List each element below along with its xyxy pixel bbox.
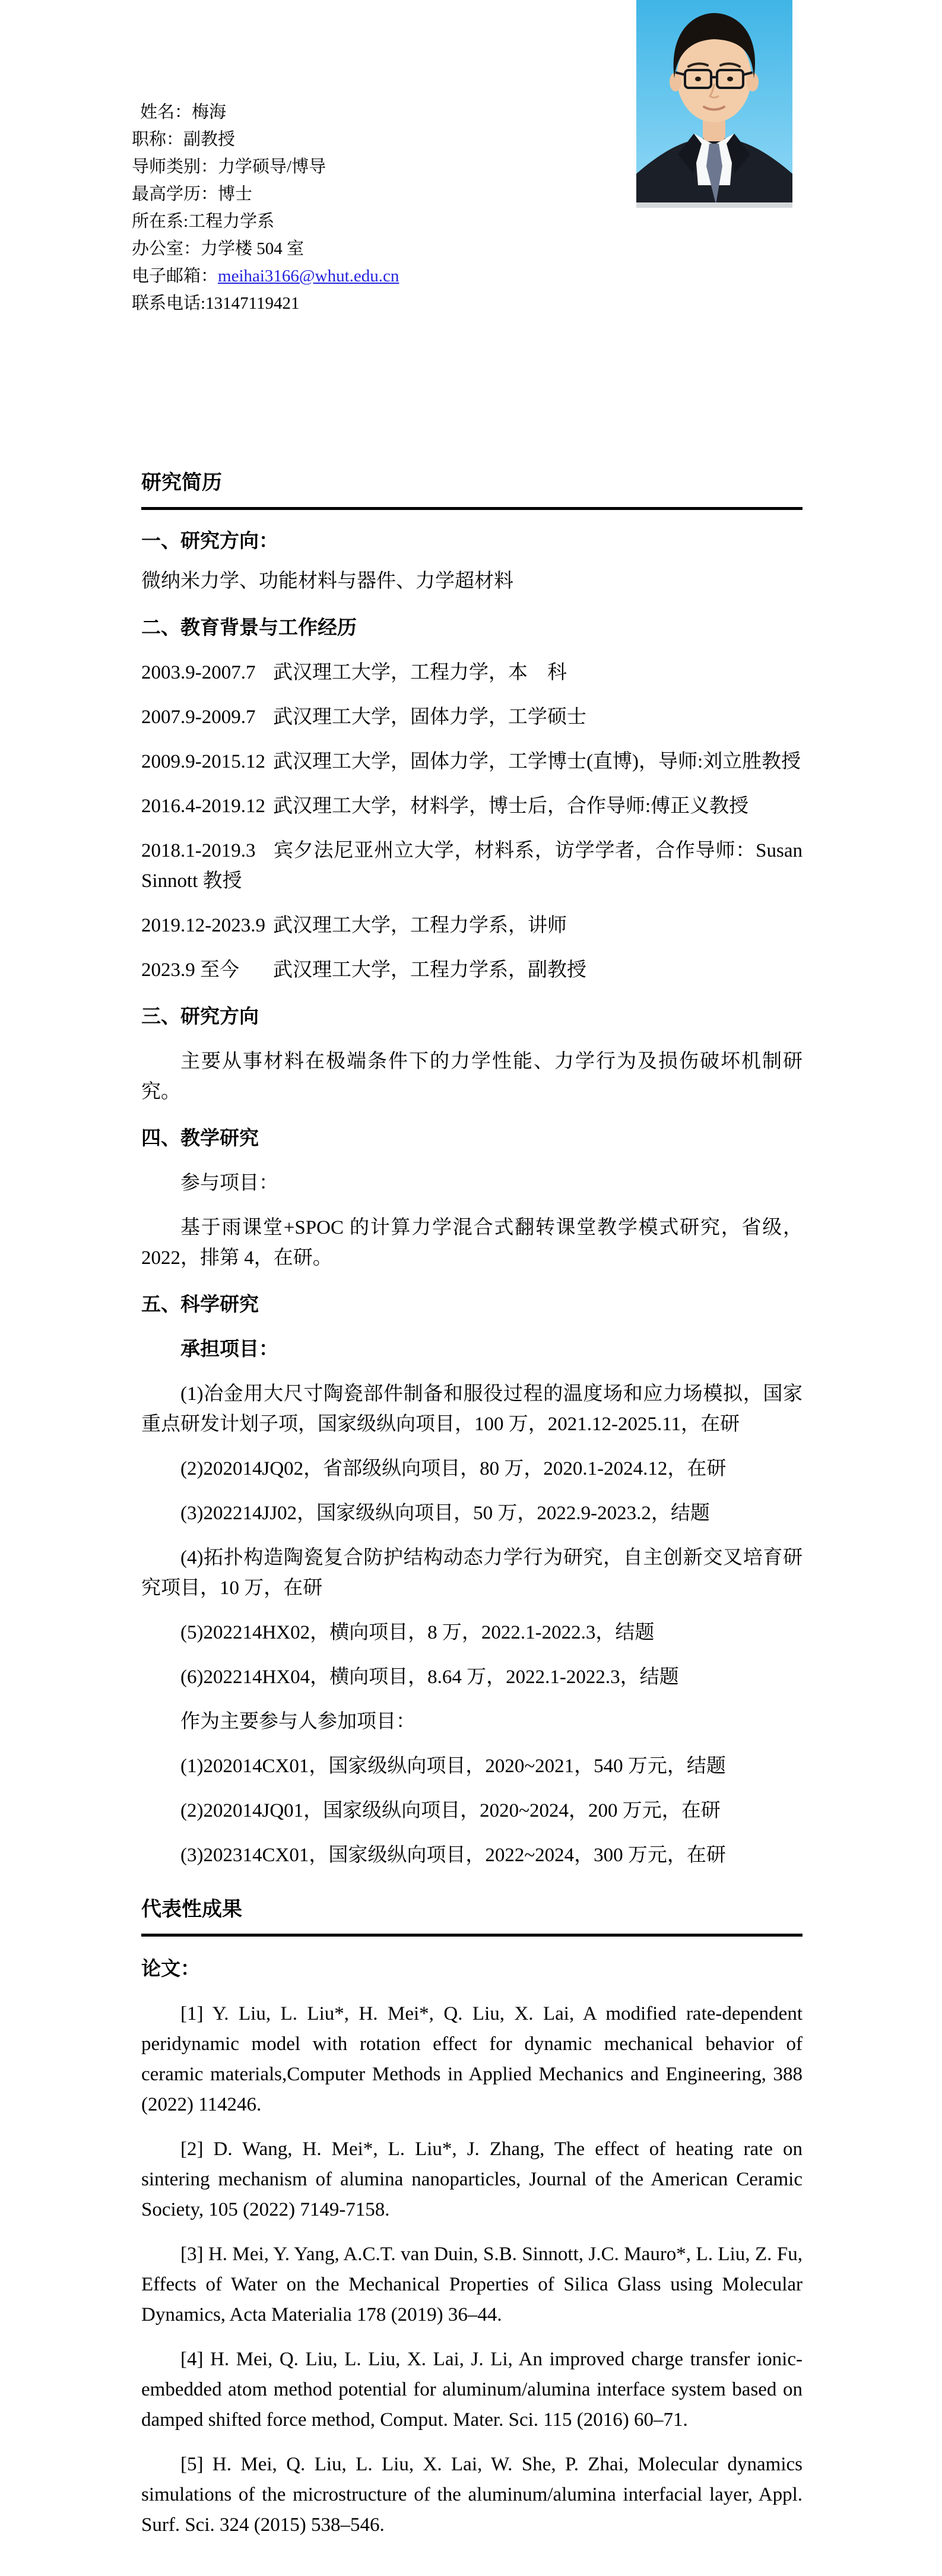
field-value: 13147119421 bbox=[205, 294, 300, 313]
paper-item: [4] H. Mei, Q. Liu, L. Liu, X. Lai, J. Li, An improved charge transfer ionic-embedded atom method potential for aluminum/alumina interface system based on damped shifted force method, Comput. Mater. Sci. 115 (2016) 60–71. bbox=[141, 2349, 803, 2431]
profile-photo bbox=[636, 0, 792, 208]
teaching-project-item: 基于雨课堂+SPOC 的计算力学混合式翻转课堂教学模式研究，省级，2022，排第 4，在研。 bbox=[141, 1217, 803, 1269]
participant-project-item: (3)202314CX01，国家级纵向项目，2022~2024，300 万元，在研 bbox=[180, 1845, 726, 1866]
field-value: 力学楼 504 室 bbox=[201, 239, 305, 258]
education-entry bbox=[141, 791, 803, 822]
entry-period: 2007.9-2009.7 bbox=[141, 706, 256, 728]
lead-project-item: (4)拓扑构造陶瓷复合防护结构动态力学行为研究，自主创新交叉培育研究项目，10 万，在研 bbox=[141, 1547, 803, 1599]
profile-header bbox=[132, 0, 803, 419]
entry-period: 2018.1-2019.3 bbox=[141, 840, 256, 861]
field-label: 职称： bbox=[132, 130, 184, 149]
paper-item: [5] H. Mei, Q. Liu, L. Liu, X. Lai, W. She, P. Zhai, Molecular dynamics simulations of the microstructure of the aluminum/alumina interfacial layer, Appl. Surf. Sci. 324 (2015) 538–546. bbox=[141, 2454, 803, 2536]
lead-projects-subheading: 承担项目： bbox=[180, 1339, 278, 1360]
entry-desc: 武汉理工大学，固体力学，工学硕士 bbox=[273, 706, 586, 728]
resume-section-title: 研究简历 bbox=[141, 472, 222, 494]
education-entry bbox=[141, 955, 803, 986]
field-label: 最高学历： bbox=[132, 185, 218, 204]
field-label: 联系电话: bbox=[132, 294, 206, 313]
participant-project-item: (1)202014CX01，国家级纵向项目，2020~2021，540 万元，结题 bbox=[180, 1756, 726, 1777]
participant-project-item: (2)202014JQ01，国家级纵向项目，2020~2024，200 万元，在研 bbox=[180, 1800, 721, 1821]
profile-field-office bbox=[132, 235, 803, 262]
education-entry bbox=[141, 836, 803, 896]
research-summary-text: 主要从事材料在极端条件下的力学性能、力学行为及损伤破坏机制研究。 bbox=[141, 1051, 803, 1102]
education-entry bbox=[141, 702, 803, 733]
lead-project-item: (5)202214HX02，横向项目，8 万，2022.1-2022.3，结题 bbox=[180, 1622, 655, 1643]
field-label: 姓名： bbox=[140, 103, 192, 122]
field-value: 副教授 bbox=[183, 130, 236, 149]
lead-project-item: (3)202214JJ02，国家级纵向项目，50 万，2022.9-2023.2，结题 bbox=[180, 1503, 710, 1524]
heading-research-directions-3: 三、研究方向 bbox=[141, 1006, 259, 1028]
research-directions-text: 微纳米力学、功能材料与器件、力学超材料 bbox=[141, 571, 513, 592]
education-entry bbox=[141, 911, 803, 941]
profile-field-phone bbox=[132, 290, 803, 317]
teaching-projects-subheading: 参与项目： bbox=[180, 1173, 278, 1194]
entry-period: 2023.9 至今 bbox=[141, 959, 239, 981]
heading-education-work: 二、教育背景与工作经历 bbox=[141, 617, 357, 639]
field-value: 力学硕导/博导 bbox=[218, 157, 326, 176]
education-entry bbox=[141, 747, 803, 777]
heading-teaching-research: 四、教学研究 bbox=[141, 1128, 259, 1149]
field-value: 梅海 bbox=[192, 103, 227, 122]
entry-period: 2003.9-2007.7 bbox=[141, 662, 256, 683]
portrait-illustration bbox=[636, 0, 792, 208]
entry-desc: 武汉理工大学，材料学，博士后，合作导师:傅正义教授 bbox=[273, 796, 749, 817]
field-label: 电子邮箱： bbox=[132, 267, 218, 286]
lead-project-item: (2)202014JQ02，省部级纵向项目，80 万，2020.1-2024.12，在研 bbox=[180, 1458, 727, 1479]
field-label: 所在系: bbox=[132, 212, 189, 231]
section-divider bbox=[141, 507, 803, 510]
entry-period: 2019.12-2023.9 bbox=[141, 915, 265, 936]
paper-item: [3] H. Mei, Y. Yang, A.C.T. van Duin, S.B. Sinnott, J.C. Mauro*, L. Liu, Z. Fu, Effects of Water on the Mechanical Properties of Silica Glass using Molecular Dynamics, Acta Materialia 178 (2019) 36–44. bbox=[141, 2244, 803, 2325]
paper-item: [2] D. Wang, H. Mei*, L. Liu*, J. Zhang, The effect of heating rate on sintering mechanism of alumina nanoparticles, Journal of the American Ceramic Society, 105 (2022) 7149-7158. bbox=[141, 2138, 803, 2220]
participant-projects-subheading: 作为主要参与人参加项目： bbox=[180, 1711, 416, 1732]
papers-subheading: 论文： bbox=[141, 1959, 200, 1980]
entry-desc: 武汉理工大学，工程力学系，讲师 bbox=[273, 915, 567, 936]
lead-project-item: (1)冶金用大尺寸陶瓷部件制备和服役过程的温度场和应力场模拟，国家重点研发计划子项，国家级纵向项目，100 万，2021.12-2025.11，在研 bbox=[141, 1383, 803, 1435]
education-entry bbox=[141, 658, 803, 688]
field-label: 导师类别： bbox=[132, 157, 218, 176]
heading-scientific-research: 五、科学研究 bbox=[141, 1294, 259, 1316]
field-label: 办公室： bbox=[132, 239, 201, 258]
field-value: 博士 bbox=[218, 185, 253, 204]
entry-desc: 宾夕法尼亚州立大学，材料系，访学学者，合作导师：Susan Sinnott 教授 bbox=[141, 840, 803, 892]
entry-desc: 武汉理工大学，工程力学系，副教授 bbox=[273, 959, 586, 981]
entry-desc: 武汉理工大学，工程力学，本 科 bbox=[273, 662, 567, 683]
email-link[interactable]: meihai3166@whut.edu.cn bbox=[218, 267, 399, 286]
achievements-section-title: 代表性成果 bbox=[141, 1899, 242, 1921]
paper-item: [1] Y. Liu, L. Liu*, H. Mei*, Q. Liu, X. Lai, A modified rate-dependent peridynamic model with rotation effect for dynamic mechanical behavior of ceramic materials,Computer Methods in Applied Mechanics and Engineering, 388 (2022) 114246. bbox=[141, 2003, 803, 2115]
field-value: 工程力学系 bbox=[188, 212, 275, 231]
profile-field-email bbox=[132, 262, 803, 290]
section-divider bbox=[141, 1934, 803, 1937]
lead-project-item: (6)202214HX04，横向项目，8.64 万，2022.1-2022.3，结题 bbox=[180, 1666, 679, 1688]
entry-desc: 武汉理工大学，固体力学，工学博士(直博)，导师:刘立胜教授 bbox=[273, 751, 801, 772]
entry-period: 2016.4-2019.12 bbox=[141, 796, 265, 817]
profile-field-department bbox=[132, 208, 803, 235]
entry-period: 2009.9-2015.12 bbox=[141, 751, 265, 772]
heading-research-directions-1: 一、研究方向： bbox=[141, 531, 278, 552]
